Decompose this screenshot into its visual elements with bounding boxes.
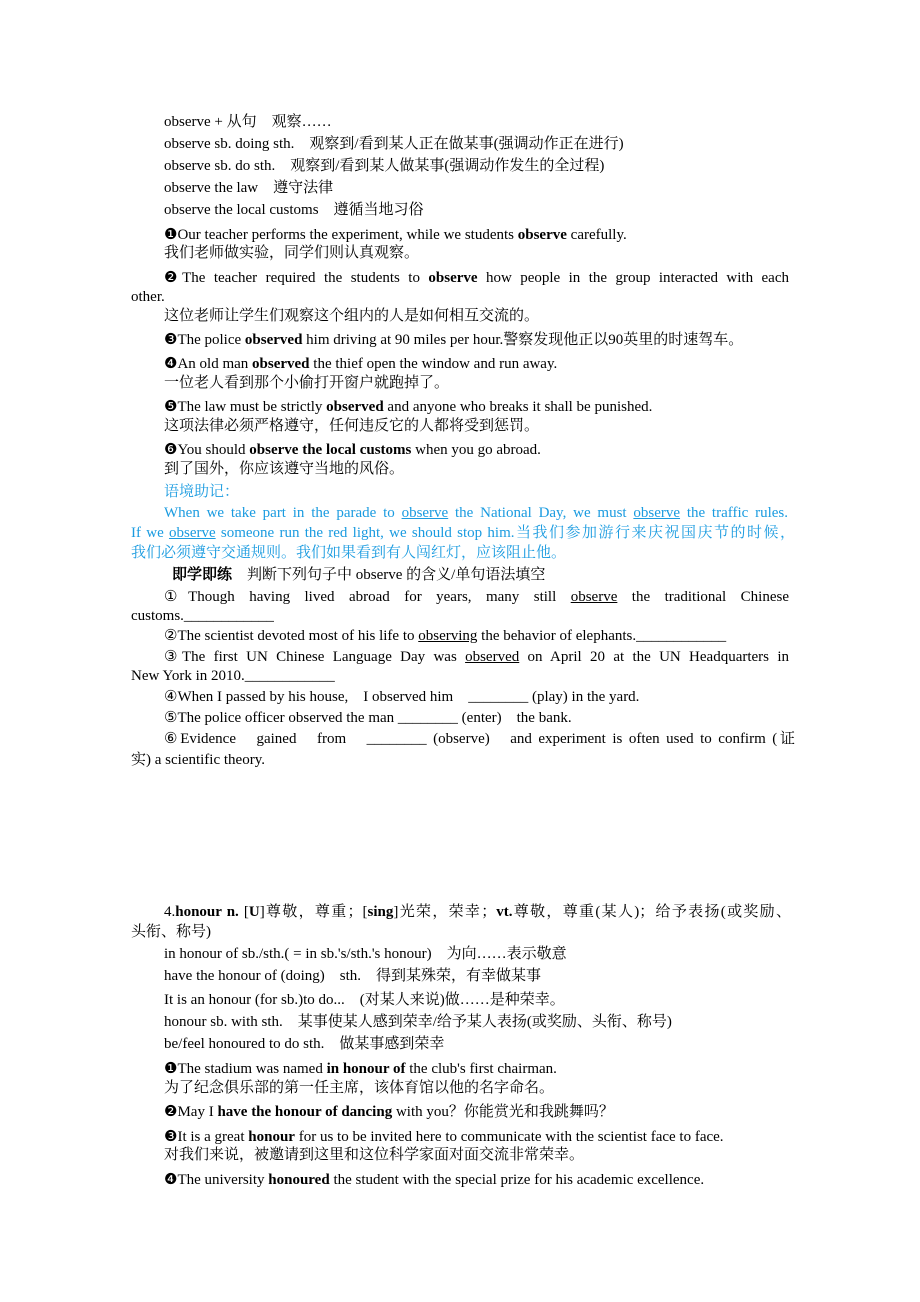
underlined-keyword: observe — [401, 505, 449, 521]
text-line — [164, 441, 541, 459]
text-segment: 尊敬，尊重(某人)；给予表扬(或奖励、 — [512, 904, 791, 920]
text-segment: ⑥Evidence gained from ________ (observe) and experiment is often used to confirm (证 — [164, 731, 795, 747]
text-segment: 语境助记： — [164, 484, 240, 500]
text-segment: the thief open the window and run away. — [309, 356, 558, 372]
text-line — [172, 566, 545, 584]
text-segment: someone run the red light, we should stop him.当我们参加游行来庆祝国庆节的时候， — [215, 525, 795, 541]
mnemonic-line — [131, 544, 566, 562]
underlined-keyword: observing — [418, 628, 478, 644]
text-segment: the behavior of elephants.____________ — [477, 628, 727, 644]
text-segment: ④When I passed by his house, I observed him ________ (play) in the yard. — [164, 689, 640, 705]
text-segment: observe sb. doing sth. 观察到/看到某人正在做某事(强调动作正在进行) — [164, 136, 624, 152]
text-segment: ③The first UN Chinese Language Day was — [164, 649, 466, 665]
text-segment: 对我们来说，被邀请到这里和这位科学家面对面交流非常荣幸。 — [164, 1147, 585, 1163]
text-line — [131, 288, 165, 306]
text-line — [131, 923, 211, 941]
bold-keyword: observed — [244, 332, 303, 348]
text-segment: observe the local customs 遵循当地习俗 — [164, 202, 424, 218]
bold-keyword: observed — [252, 356, 310, 372]
text-segment: the National Day, we must — [448, 505, 634, 521]
text-segment: carefully. — [566, 227, 627, 243]
text-segment: 一位老人看到那个小偷打开窗户就跑掉了。 — [164, 375, 450, 391]
text-segment: observe the law 遵守法律 — [164, 180, 334, 196]
text-segment: When we take part in the parade to — [164, 505, 402, 521]
text-segment: be/feel honoured to do sth. 做某事感到荣幸 — [164, 1036, 445, 1052]
text-segment: other. — [131, 289, 165, 305]
text-line — [164, 648, 789, 666]
bold-keyword: observe the local customs — [249, 442, 412, 458]
text-segment: customs.____________ — [131, 608, 274, 624]
text-line — [164, 1013, 672, 1031]
text-segment: 我们必须遵守交通规则。我们如果看到有人闯红灯，应该阻止他。 — [131, 545, 567, 561]
underlined-keyword: observe — [168, 525, 216, 541]
text-line — [164, 417, 539, 435]
text-line — [131, 751, 265, 769]
text-segment: 4. — [164, 904, 176, 920]
text-segment: 我们老师做实验，同学们则认真观察。 — [164, 245, 420, 261]
bold-keyword: vt. — [496, 904, 513, 920]
bold-keyword: honoured — [268, 1172, 330, 1188]
text-segment: honour sb. with sth. 某事使某人感到荣幸/给予某人表扬(或奖励、头衔、称号) — [164, 1014, 672, 1030]
text-line — [164, 627, 726, 645]
text-segment: ❸It is a great — [164, 1129, 249, 1145]
text-segment: ②The scientist devoted most of his life to — [164, 628, 419, 644]
mnemonic-line — [131, 524, 795, 542]
bold-keyword: 即学即练 — [172, 567, 233, 583]
text-line — [164, 945, 567, 963]
text-line — [164, 991, 565, 1009]
text-segment: ❷May I — [164, 1104, 218, 1120]
bold-keyword: observed — [326, 399, 384, 415]
text-segment: for us to be invited here to communicate with the scientist face to face. — [294, 1129, 724, 1145]
text-segment: with you？你能赏光和我跳舞吗？ — [392, 1104, 614, 1120]
underlined-keyword: observe — [633, 505, 681, 521]
bold-keyword: sing — [367, 904, 394, 920]
text-segment: the traffic rules. — [680, 505, 788, 521]
text-line — [164, 730, 795, 748]
bold-keyword: observe — [428, 270, 478, 286]
text-line — [164, 374, 449, 392]
text-line — [164, 1128, 724, 1146]
text-line — [164, 269, 789, 287]
text-segment: 这项法律必须严格遵守，任何违反它的人都将受到惩罚。 — [164, 418, 540, 434]
text-line — [164, 355, 557, 373]
bold-keyword: have the honour of dancing — [217, 1104, 393, 1120]
text-segment: the student with the special prize for his academic excellence. — [329, 1172, 705, 1188]
text-segment: observe sb. do sth. 观察到/看到某人做某事(强调动作发生的全过程) — [164, 158, 605, 174]
text-segment: 到了国外，你应该遵守当地的风俗。 — [164, 461, 405, 477]
text-line — [164, 1146, 584, 1164]
text-line — [164, 1171, 704, 1189]
text-segment: ]光荣，荣幸； — [393, 904, 497, 920]
text-line — [164, 398, 652, 416]
mnemonic-line — [164, 504, 788, 522]
text-segment: ❹The university — [164, 1172, 269, 1188]
text-line — [164, 226, 627, 244]
text-segment: ❻You should — [164, 442, 250, 458]
text-line — [164, 307, 539, 325]
text-segment: the club's first chairman. — [405, 1061, 557, 1077]
text-segment: in honour of sb./sth.( = in sb.'s/sth.'s honour) 为向……表示敬意 — [164, 946, 567, 962]
text-segment: 实) a scientific theory. — [131, 752, 265, 768]
text-line — [164, 157, 604, 175]
text-segment: ❺The law must be strictly — [164, 399, 327, 415]
text-segment: 这位老师让学生们观察这个组内的人是如何相互交流的。 — [164, 308, 540, 324]
text-segment: ①Though having lived abroad for years, many still — [164, 589, 571, 605]
text-line — [164, 113, 332, 131]
text-segment: ❶The stadium was named — [164, 1061, 327, 1077]
text-line — [164, 1035, 444, 1053]
bold-keyword: honour — [248, 1129, 295, 1145]
text-line — [164, 688, 639, 706]
text-line — [164, 903, 791, 921]
text-line — [164, 331, 743, 349]
text-segment: when you go abroad. — [411, 442, 541, 458]
text-segment: observe + 从句 观察…… — [164, 114, 332, 130]
text-segment: ]尊敬，尊重；[ — [259, 904, 368, 920]
text-line — [164, 179, 333, 197]
text-line — [164, 201, 424, 219]
text-line — [164, 1060, 557, 1078]
text-line — [164, 1103, 614, 1121]
text-segment: have the honour of (doing) sth. 得到某殊荣，有幸做某事 — [164, 968, 542, 984]
underlined-keyword: observe — [570, 589, 618, 605]
text-segment: him driving at 90 miles per hour.警察发现他正以90英里的时速驾车。 — [302, 332, 744, 348]
text-segment: ❸The police — [164, 332, 245, 348]
text-segment: and anyone who breaks it shall be punished. — [383, 399, 653, 415]
text-segment: how people in the group interacted with each — [477, 270, 789, 286]
text-line — [164, 135, 624, 153]
text-segment: 判断下列句子中 observe 的含义/单句语法填空 — [232, 567, 546, 583]
text-segment: ⑤The police officer observed the man ________ (enter) the bank. — [164, 710, 572, 726]
bold-keyword: in honour of — [326, 1061, 406, 1077]
bold-keyword: honour n. — [175, 904, 239, 920]
text-line — [164, 460, 404, 478]
text-segment: on April 20 at the UN Headquarters in — [519, 649, 789, 665]
text-segment: ❶Our teacher performs the experiment, while we students — [164, 227, 518, 243]
text-segment: ❹An old man — [164, 356, 253, 372]
text-segment: 为了纪念俱乐部的第一任主席，该体育馆以他的名字命名。 — [164, 1080, 555, 1096]
text-segment: If we — [131, 525, 169, 541]
text-segment: 头衔、称号) — [131, 924, 211, 940]
underlined-keyword: observed — [465, 649, 520, 665]
text-segment: the traditional Chinese — [617, 589, 789, 605]
text-line — [164, 709, 572, 727]
text-line — [164, 1079, 554, 1097]
text-segment: ❷The teacher required the students to — [164, 270, 429, 286]
text-segment: It is an honour (for sb.)to do... (对某人来说)做……是种荣幸。 — [164, 992, 565, 1008]
bold-keyword: observe — [517, 227, 567, 243]
text-line — [164, 967, 541, 985]
text-line — [164, 588, 789, 606]
text-line — [131, 607, 274, 625]
bold-keyword: U — [248, 904, 260, 920]
text-segment: New York in 2010.____________ — [131, 668, 335, 684]
text-segment: [ — [238, 904, 249, 920]
mnemonic-line — [164, 483, 239, 501]
text-line — [131, 667, 335, 685]
text-line — [164, 244, 419, 262]
